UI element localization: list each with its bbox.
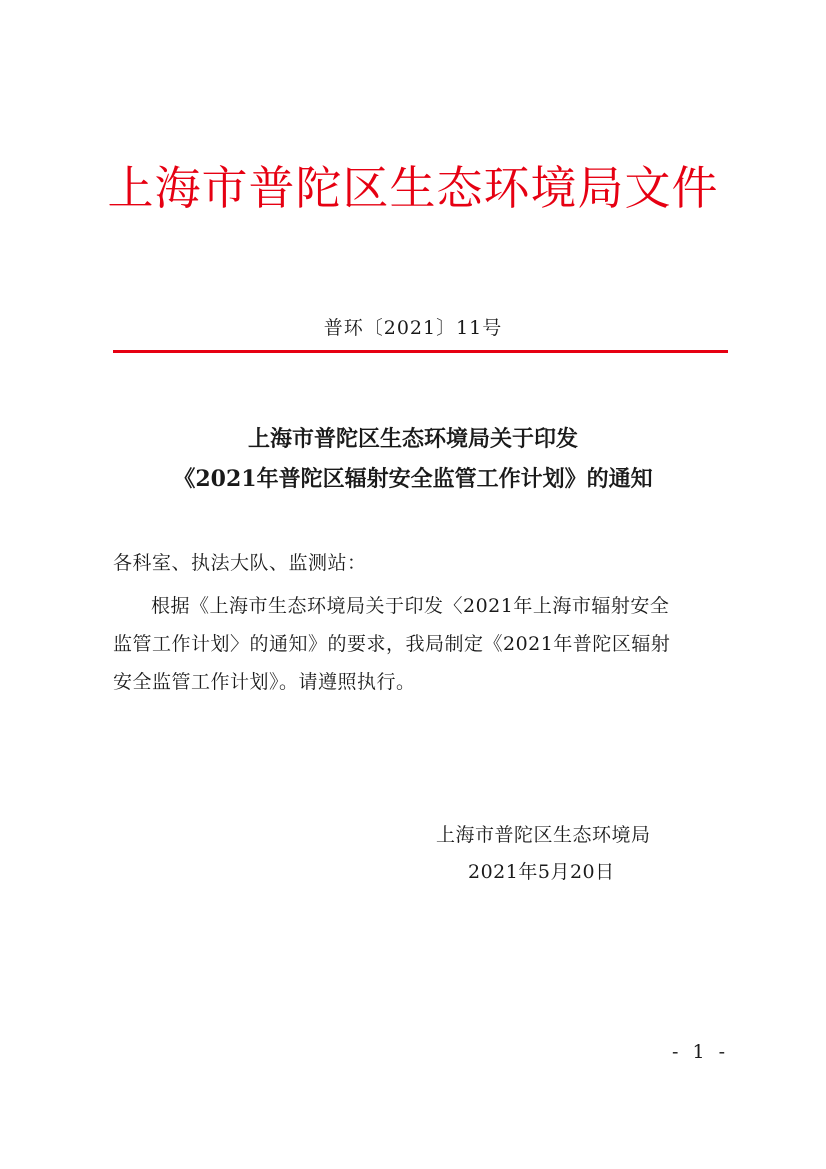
notice-title-line-2: 《2021年普陀区辐射安全监管工作计划》的通知 (173, 466, 653, 492)
addressee: 各科室、执法大队、监测站： (113, 552, 367, 574)
notice-title-line-1: 上海市普陀区生态环境局关于印发 (247, 426, 578, 452)
page-number: - 1 - (672, 1041, 730, 1063)
document-number: 普环〔2021〕11号 (323, 317, 503, 339)
body-paragraph-line-3: 安全监管工作计划》。请遵照执行。 (113, 671, 416, 693)
body-paragraph-line-1: 根据《上海市生态环境局关于印发〈2021年上海市辐射安全 (151, 595, 670, 617)
masthead-title: 上海市普陀区生态环境局文件 (107, 161, 719, 215)
red-separator-line (113, 350, 728, 353)
signature-date: 2021年5月20日 (468, 861, 615, 883)
body-paragraph-line-2: 监管工作计划〉的通知》的要求，我局制定《2021年普陀区辐射 (113, 633, 671, 655)
signature-organization: 上海市普陀区生态环境局 (436, 824, 651, 846)
